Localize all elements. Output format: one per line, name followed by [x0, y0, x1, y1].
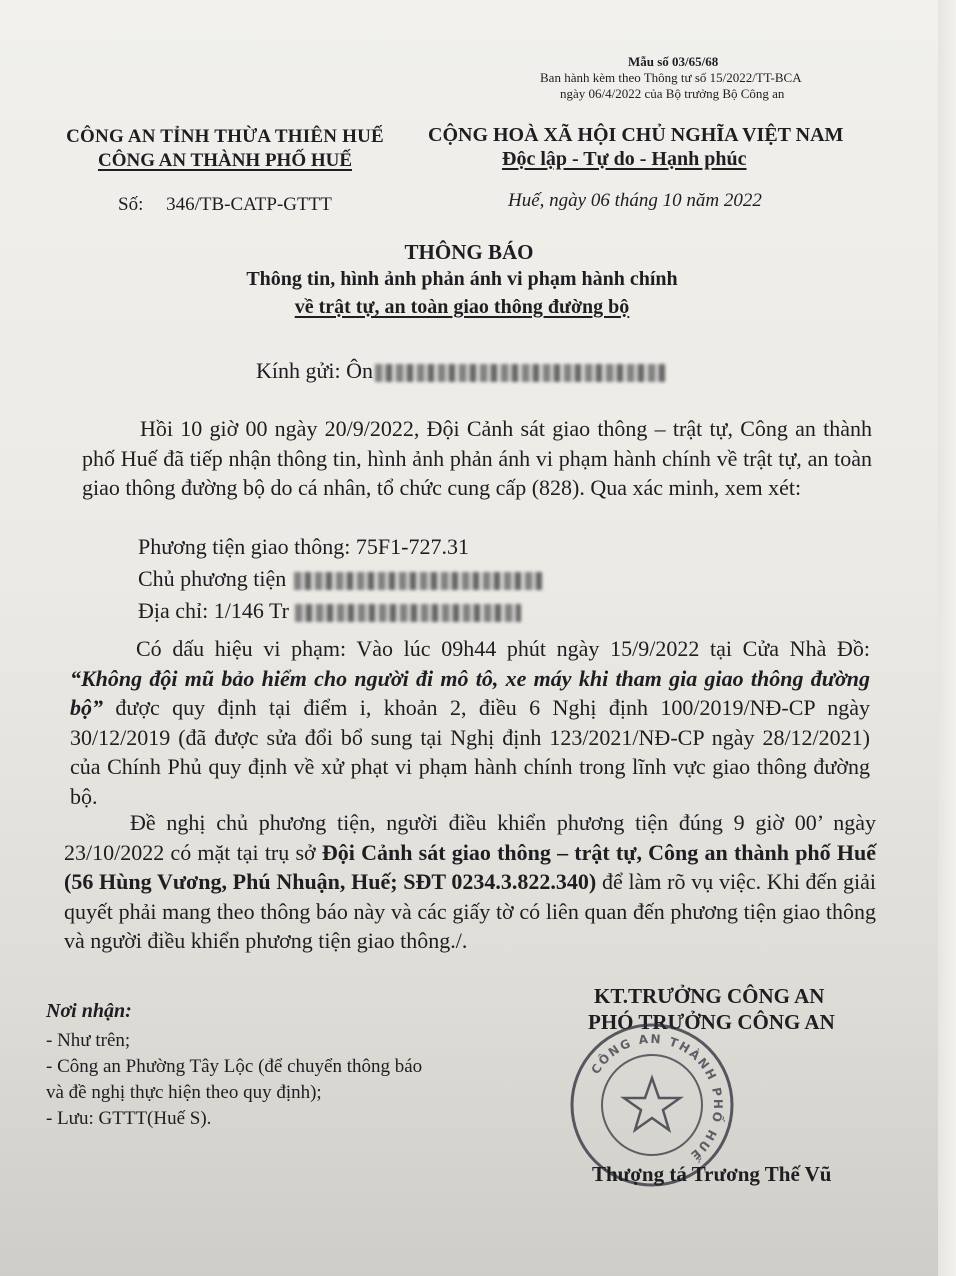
request-rest: để làm rõ vụ việc. Khi đến giải quyết phải mang theo thông báo này và các giấy tờ có liên quan đến phương tiện giao thông và người điều khiển phương tiện giao thông./.	[64, 869, 877, 953]
issued-by-line1: Ban hành kèm theo Thông tư số 15/2022/TT-BCA	[540, 70, 802, 85]
recipients-title: Nơi nhận:	[46, 1000, 132, 1022]
owner-line	[138, 566, 542, 592]
violation-intro: Có dấu hiệu vi phạm: Vào lúc 09h44 phút ngày 15/9/2022 tại Cửa Nhà Đồ:	[136, 636, 870, 661]
issued-by-line2: ngày 06/4/2022 của Bộ trưởng Bộ Công an	[560, 86, 785, 101]
address-label: Địa chỉ: 1/146 Tr	[138, 598, 289, 623]
recipient-label: Kính gửi: Ôn	[256, 358, 374, 383]
form-number: Mẫu số 03/65/68	[628, 54, 719, 69]
notice-subtitle-2-text: về trật tự, an toàn giao thông đường bộ	[294, 296, 630, 318]
document-number	[118, 194, 332, 216]
notice-title: THÔNG BÁO	[404, 240, 534, 264]
agency-name: CÔNG AN TỈNH THỪA THIÊN HUẾ	[66, 126, 384, 147]
violation-legal-basis: được quy định tại điểm i, khoản 2, điều 6 Nghị định 100/2019/NĐ-CP ngày 30/12/2019 (đã được sửa đổi bổ sung tại Nghị định 123/2021/NĐ-CP ngày 28/12/2021) của Chính Phủ quy định về xử phạt vi phạm hành chính trong lĩnh vực giao thông đường bộ.	[70, 695, 870, 809]
paragraph-violation	[70, 634, 870, 811]
recipient-line	[256, 358, 665, 384]
signature-line1: KT.TRƯỞNG CÔNG AN	[594, 984, 825, 1008]
seal-text: CÔNG AN THÀNH PHỐ HUẾ	[588, 1031, 726, 1164]
paragraph-request	[64, 808, 876, 956]
address-line	[138, 598, 521, 624]
signer-name: Thượng tá Trương Thế Vũ	[592, 1162, 832, 1186]
unit-name	[40, 150, 410, 172]
unit-name-text: CÔNG AN THÀNH PHỐ HUẾ	[97, 150, 353, 171]
notice-subtitle-2	[0, 296, 924, 319]
page-edge	[938, 0, 956, 1276]
notice-subtitle-1: Thông tin, hình ảnh phản ánh vi phạm hành chính	[246, 268, 678, 290]
owner-label: Chủ phương tiện	[138, 566, 287, 591]
recipient-item: - Như trên;	[46, 1030, 131, 1051]
violation-description: “Không đội mũ bảo hiểm cho người đi mô tô, xe máy khi tham gia giao thông đường bộ”	[70, 665, 870, 720]
redacted-address	[295, 604, 521, 622]
redacted-owner-name	[294, 572, 542, 590]
motto	[502, 148, 746, 171]
recipient-item: - Lưu: GTTT(Huế S).	[46, 1108, 212, 1129]
paragraph-receipt: Hồi 10 giờ 00 ngày 20/9/2022, Đội Cảnh sát giao thông – trật tự, Công an thành phố Huế đã tiếp nhận thông tin, hình ảnh phản ánh vi phạm hành chính về trật tự, an toàn giao thông đường bộ do cá nhân, tổ chức cung cấp (828). Qua xác minh, xem xét:	[82, 416, 872, 500]
request-intro: Đề nghị chủ phương tiện, người điều khiển phương tiện đúng 9 giờ 00’ ngày 23/10/2022 có mặt tại trụ sở	[64, 810, 876, 865]
vehicle-line: Phương tiện giao thông: 75F1-727.31	[138, 534, 469, 559]
recipient-item: và đề nghị thực hiện theo quy định);	[46, 1082, 322, 1103]
request-office: Đội Cảnh sát giao thông – trật tự, Công an thành phố Huế (56 Hùng Vương, Phú Nhuận, Huế; SĐT 0234.3.822.340)	[64, 839, 876, 894]
number-value: 346/TB-CATP-GTTT	[166, 194, 332, 215]
place-date: Huế, ngày 06 tháng 10 năm 2022	[508, 190, 762, 211]
redacted-recipient-name	[375, 364, 665, 382]
number-label: Số:	[118, 194, 144, 215]
recipient-item: - Công an Phường Tây Lộc (để chuyển thông báo	[46, 1056, 423, 1077]
motto-text: Độc lập - Tự do - Hạnh phúc	[502, 148, 747, 170]
signature-line2: PHÓ TRƯỞNG CÔNG AN	[588, 1010, 835, 1034]
nation-name: CỘNG HOÀ XÃ HỘI CHỦ NGHĨA VIỆT NAM	[428, 124, 844, 146]
